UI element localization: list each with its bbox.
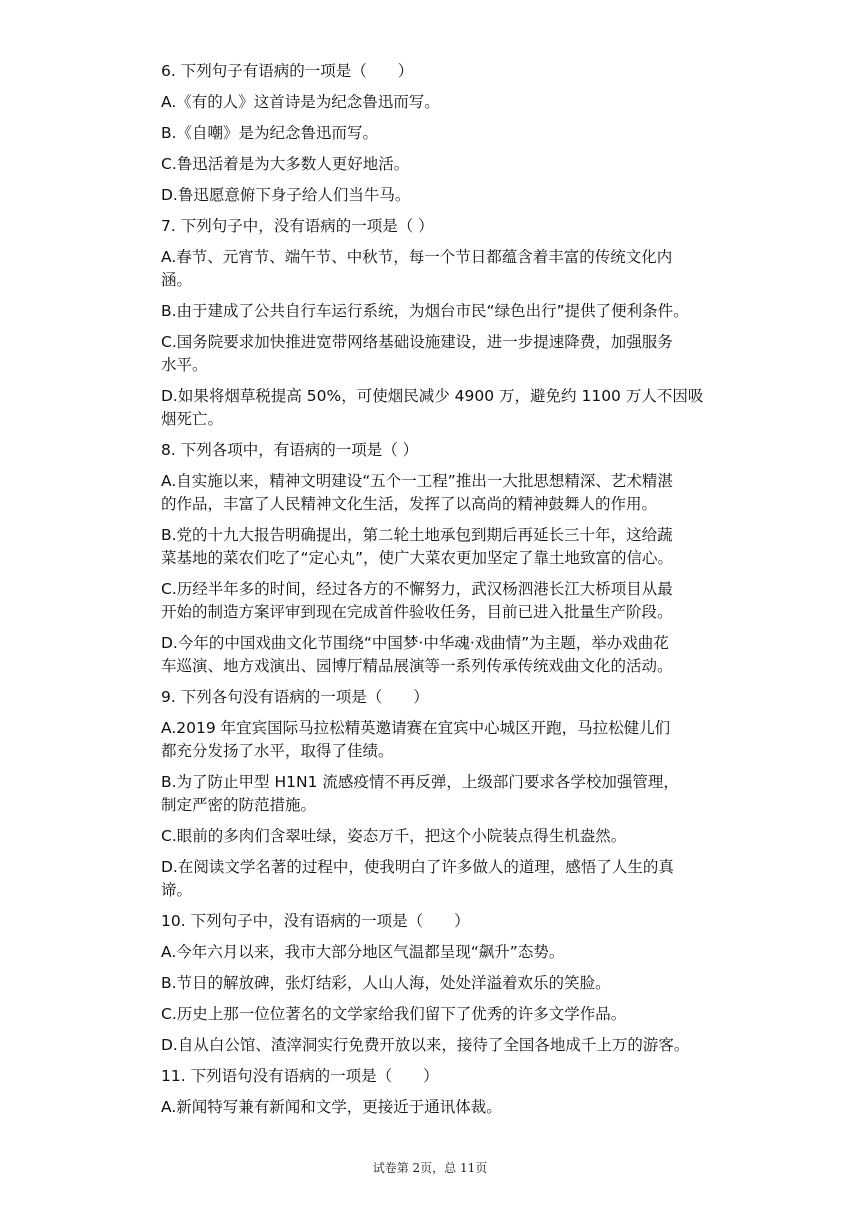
option-text-line: A.今年六月以来，我市大部分地区气温都呈现“飙升”态势。 [161, 943, 565, 961]
question-stem: 6. 下列句子有语病的一项是（ ） [161, 62, 414, 80]
option-text-line: B.节日的解放碑，张灯结彩，人山人海，处处洋溢着欢乐的笑脸。 [161, 974, 611, 992]
answer-option [161, 1096, 751, 1119]
option-text-line: 谛。 [161, 881, 193, 899]
answer-option [161, 825, 751, 848]
option-text-line: 车巡演、地方戏演出、园博厅精品展演等一系列传承传统戏曲文化的活动。 [161, 657, 673, 675]
option-text-line: A.2019 年宜宾国际马拉松精英邀请赛在宜宾中心城区开跑，马拉松健儿们 [161, 719, 671, 737]
answer-option [161, 300, 751, 323]
question-block [161, 439, 751, 678]
option-text-line: A.《有的人》这首诗是为纪念鲁迅而写。 [161, 93, 440, 111]
question-block [161, 60, 751, 207]
answer-option [161, 1003, 751, 1026]
answer-option [161, 153, 751, 176]
option-text-line: 菜基地的菜农们吃了“定心丸”，使广大菜农更加坚定了靠土地致富的信心。 [161, 549, 674, 567]
question-stem: 7. 下列句子中，没有语病的一项是（ ） [161, 217, 434, 235]
option-text-line: 开始的制造方案评审到现在完成首件验收任务，目前已进入批量生产阶段。 [161, 603, 673, 621]
answer-option [161, 941, 751, 964]
answer-option [161, 331, 751, 377]
question-stem: 10. 下列句子中，没有语病的一项是（ ） [161, 912, 470, 930]
question-block [161, 686, 751, 902]
option-text-line: D.鲁迅愿意俯下身子给人们当牛马。 [161, 186, 411, 204]
page-number-text: 试卷第 2页，总 11页 [372, 1161, 488, 1175]
option-text-line: B.《自嘲》是为纪念鲁迅而写。 [161, 124, 379, 142]
question-block [161, 215, 751, 431]
option-text-line: 制定严密的防范措施。 [161, 796, 317, 814]
page-footer [0, 1160, 860, 1176]
answer-option [161, 972, 751, 995]
option-text-line: A.自实施以来，精神文明建设“五个一工程”推出一大批思想精深、艺术精湛 [161, 472, 673, 490]
option-text-line: 涵。 [161, 271, 193, 289]
option-text-line: D.今年的中国戏曲文化节围绕“中国梦·中华魂·戏曲情”为主题，举办戏曲花 [161, 634, 669, 652]
option-text-line: C.眼前的多肉们含翠吐绿，姿态万千，把这个小院装点得生机盎然。 [161, 827, 627, 845]
option-text-line: A.春节、元宵节、端午节、中秋节，每一个节日都蕴含着丰富的传统文化内 [161, 248, 673, 266]
option-text-line: B.党的十九大报告明确提出，第二轮土地承包到期后再延长三十年，这给蔬 [161, 526, 673, 544]
option-text-line: B.由于建成了公共自行车运行系统，为烟台市民“绿色出行”提供了便利条件。 [161, 302, 689, 320]
question-stem: 9. 下列各句没有语病的一项是（ ） [161, 688, 429, 706]
option-text-line: C.历经半年多的时间，经过各方的不懈努力，武汉杨泗港长江大桥项目从最 [161, 580, 673, 598]
answer-option [161, 246, 751, 292]
option-text-line: D.自从白公馆、渣滓洞实行免费开放以来，接待了全国各地成千上万的游客。 [161, 1036, 690, 1054]
answer-option [161, 578, 751, 624]
option-text-line: 烟死亡。 [161, 410, 224, 428]
option-text-line: D.在阅读文学名著的过程中，使我明白了许多做人的道理，感悟了人生的真 [161, 858, 674, 876]
option-text-line: 的作品，丰富了人民精神文化生活，发挥了以高尚的精神鼓舞人的作用。 [161, 495, 658, 513]
answer-option [161, 470, 751, 516]
answer-option [161, 385, 751, 431]
answer-option [161, 524, 751, 570]
question-block [161, 910, 751, 1057]
answer-option [161, 91, 751, 114]
option-text-line: B.为了防止甲型 H1N1 流感疫情不再反弹，上级部门要求各学校加强管理， [161, 773, 679, 791]
answer-option [161, 122, 751, 145]
answer-option [161, 632, 751, 678]
option-text-line: 水平。 [161, 356, 208, 374]
answer-option [161, 771, 751, 817]
option-text-line: C.历史上那一位位著名的文学家给我们留下了优秀的许多文学作品。 [161, 1005, 627, 1023]
answer-option [161, 717, 751, 763]
option-text-line: C.鲁迅活着是为大多数人更好地活。 [161, 155, 410, 173]
question-stem: 11. 下列语句没有语病的一项是（ ） [161, 1067, 439, 1085]
option-text-line: 都充分发扬了水平，取得了佳绩。 [161, 742, 394, 760]
option-text-line: C.国务院要求加快推进宽带网络基础设施建设，进一步提速降费，加强服务 [161, 333, 673, 351]
answer-option [161, 1034, 751, 1057]
option-text-line: A.新闻特写兼有新闻和文学，更接近于通讯体裁。 [161, 1098, 502, 1116]
answer-option [161, 184, 751, 207]
option-text-line: D.如果将烟草税提高 50%，可使烟民减少 4900 万，避免约 1100 万人不因吸 [161, 387, 704, 405]
question-stem: 8. 下列各项中，有语病的一项是（ ） [161, 441, 419, 459]
answer-option [161, 856, 751, 902]
question-block [161, 1065, 751, 1119]
question-list [161, 60, 751, 1127]
